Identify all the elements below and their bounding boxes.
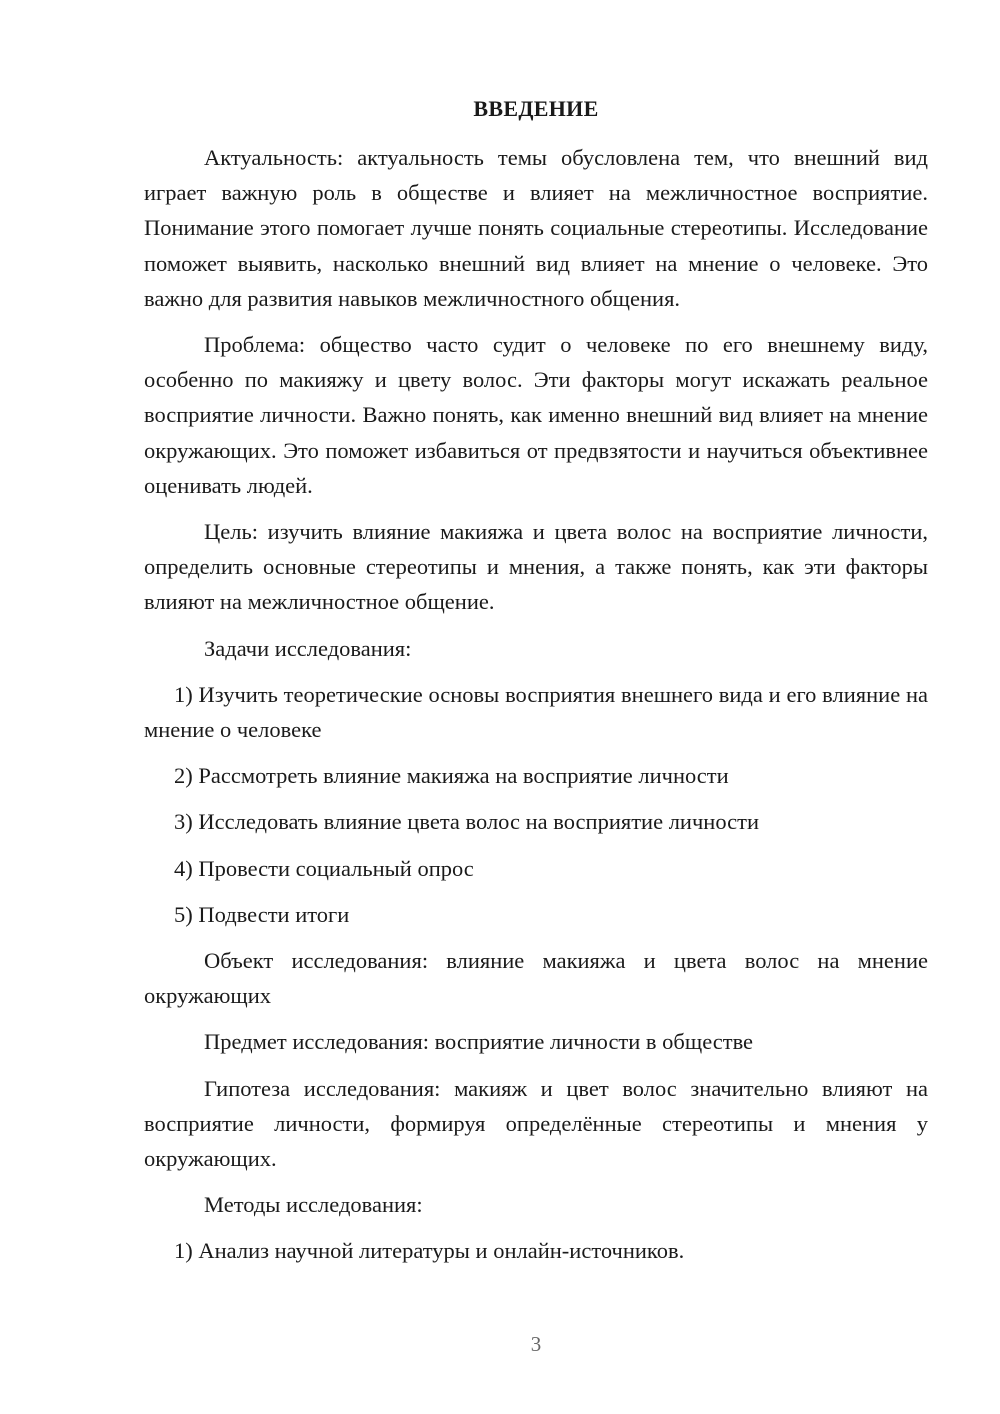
task-item-3: 3) Исследовать влияние цвета волос на восприятие личности <box>174 809 759 835</box>
paragraph-goal: Цель: изучить влияние макияжа и цвета волос на восприятие личности, определить основные стереотипы и мнения, а также понять, как эти факторы влияют на межличностное общение. <box>144 519 928 615</box>
paragraph-relevance: Актуальность: актуальность темы обусловлена тем, что внешний вид играет важную роль в обществе и влияет на межличностное восприятие. Понимание этого помогает лучше понять социальные стереотипы. Исследование поможет выявить, насколько внешний вид влияет на мнение о человеке. Это важно для развития навыков межличностного общения. <box>144 145 928 311</box>
paragraph-problem: Проблема: общество часто судит о человеке по его внешнему виду, особенно по макияжу и цвету волос. Эти факторы могут искажать реальное восприятие личности. Важно понять, как именно внешний вид влияет на мнение окружающих. Это поможет избавиться от предвзятости и научиться объективнее оценивать людей. <box>144 332 928 498</box>
paragraph-hypothesis: Гипотеза исследования: макияж и цвет волос значительно влияют на восприятие личности, формируя определённые стереотипы и мнения у окружающих. <box>144 1075 928 1172</box>
paragraph-object: Объект исследования: влияние макияжа и цвета волос на мнение окружающих <box>144 948 928 1009</box>
page-content <box>144 92 928 1280</box>
paragraph-subject: Предмет исследования: восприятие личности в обществе <box>204 1029 754 1055</box>
task-item-1: 1) Изучить теоретические основы восприятия внешнего вида и его влияние на мнение о человеке <box>144 681 928 743</box>
methods-heading: Методы исследования: <box>204 1192 423 1218</box>
task-item-5: 5) Подвести итоги <box>174 901 350 927</box>
task-item-2: 2) Рассмотреть влияние макияжа на восприятие личности <box>174 763 729 789</box>
tasks-heading: Задачи исследования: <box>204 635 412 661</box>
page-number: 3 <box>530 1332 542 1356</box>
task-item-4: 4) Провести социальный опрос <box>174 855 474 881</box>
page-title: ВВЕДЕНИЕ <box>473 96 599 121</box>
method-item-1: 1) Анализ научной литературы и онлайн-источников. <box>174 1238 685 1264</box>
